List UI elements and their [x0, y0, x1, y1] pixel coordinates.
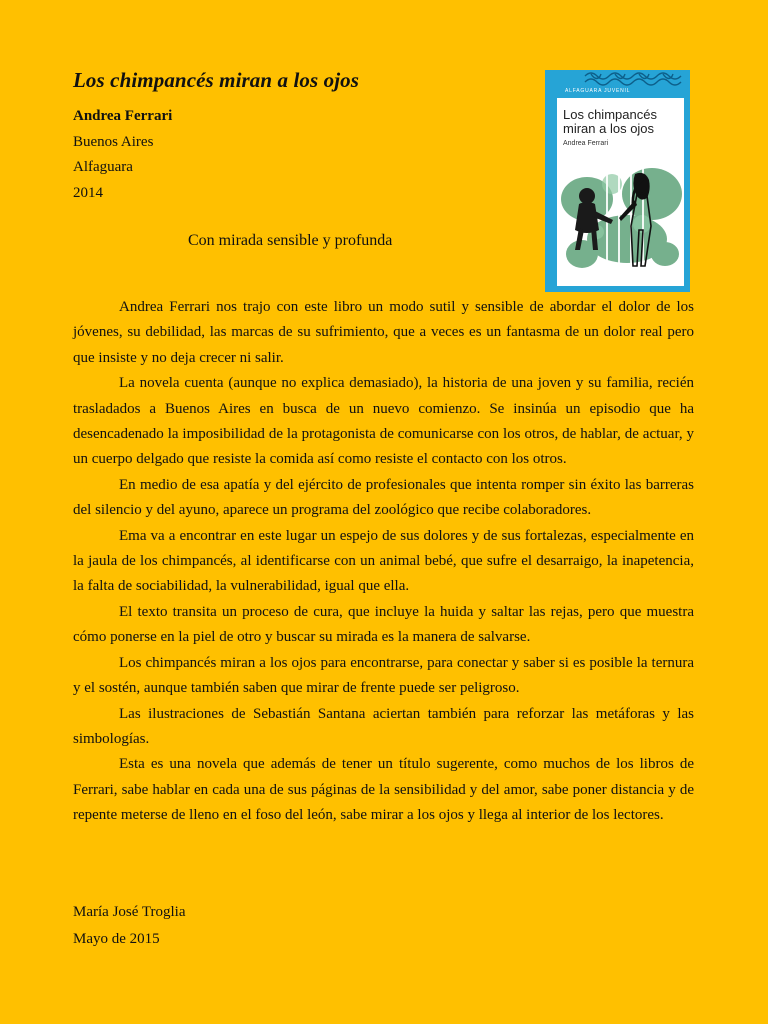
- cover-title-line-1: Los chimpancés: [563, 107, 657, 122]
- book-title: Los chimpancés miran a los ojos: [73, 68, 360, 92]
- review-paragraph: La novela cuenta (aunque no explica demasiado), la historia de una joven y su familia, recién trasladados a Buenos Aires en busca de un nuevo comienzo. Se insinúa un episodio que ha desencadenado la imposibilidad de la protagonista de comunicarse con los otros, de hablar, de actuar, y un cuerpo delgado que resiste la comida así como resiste el contacto con los otros.: [73, 375, 694, 468]
- book-publisher: Alfaguara: [73, 159, 133, 175]
- book-city: Buenos Aires: [73, 133, 154, 150]
- review-paragraph: Esta es una novela que además de tener un título sugerente, como muchos de los libros de Ferrari, sabe hablar en cada una de sus páginas de la sensibilidad y del amor, sabe poner distancia y de repente meterse de lleno en el foso del león, sabe mirar a los ojos y llega al interior de los lectores.: [73, 756, 694, 824]
- review-date: Mayo de 2015: [73, 931, 160, 947]
- book-metadata: [73, 104, 172, 206]
- signature-block: [73, 899, 186, 953]
- book-author: Andrea Ferrari: [73, 108, 173, 124]
- cover-title-line-2: miran a los ojos: [563, 121, 655, 136]
- review-paragraph: El texto transita un proceso de cura, que incluye la huida y saltar las rejas, pero que muestra cómo ponerse en la piel de otro y buscar su mirada es la manera de salvarse.: [73, 603, 694, 646]
- cover-brand: ALFAGUARA JUVENIL: [565, 88, 631, 94]
- review-paragraph: Ema va a encontrar en este lugar un espejo de sus dolores y de sus fortalezas, especialmente en la jaula de los chimpancés, al identificarse con un animal bebé, que sufre el desarraigo, la inapetencia, la falta de sociabilidad, la vulnerabilidad, igual que ella.: [73, 527, 694, 595]
- review-paragraph: Andrea Ferrari nos trajo con este libro un modo sutil y sensible de abordar el dolor de los jóvenes, su debilidad, las marcas de su sufrimiento, que a veces es un fantasma de un dolor real pero que insiste y no deja crecer ni salir.: [73, 299, 694, 366]
- review-subtitle: Con mirada sensible y profunda: [188, 232, 393, 249]
- cover-title: [563, 108, 683, 136]
- book-cover-image: [545, 70, 690, 292]
- book-year: 2014: [73, 184, 103, 201]
- review-body: [73, 295, 694, 829]
- reviewer-name: María José Troglia: [73, 904, 186, 920]
- review-paragraph: Las ilustraciones de Sebastián Santana aciertan también para reforzar las metáforas y las simbologías.: [73, 705, 694, 747]
- review-paragraph: En medio de esa apatía y del ejército de profesionales que intenta romper sin éxito las barreras del silencio y del ayuno, aparece un programa del zoológico que recibe colaboradores.: [73, 476, 694, 519]
- chimpanzee-illustration: [557, 154, 684, 286]
- cover-author: Andrea Ferrari: [563, 140, 609, 147]
- review-paragraph: Los chimpancés miran a los ojos para encontrarse, para conectar y saber si es posible la ternura y el sostén, aunque también saben que mirar de frente puede ser peligroso.: [73, 654, 694, 697]
